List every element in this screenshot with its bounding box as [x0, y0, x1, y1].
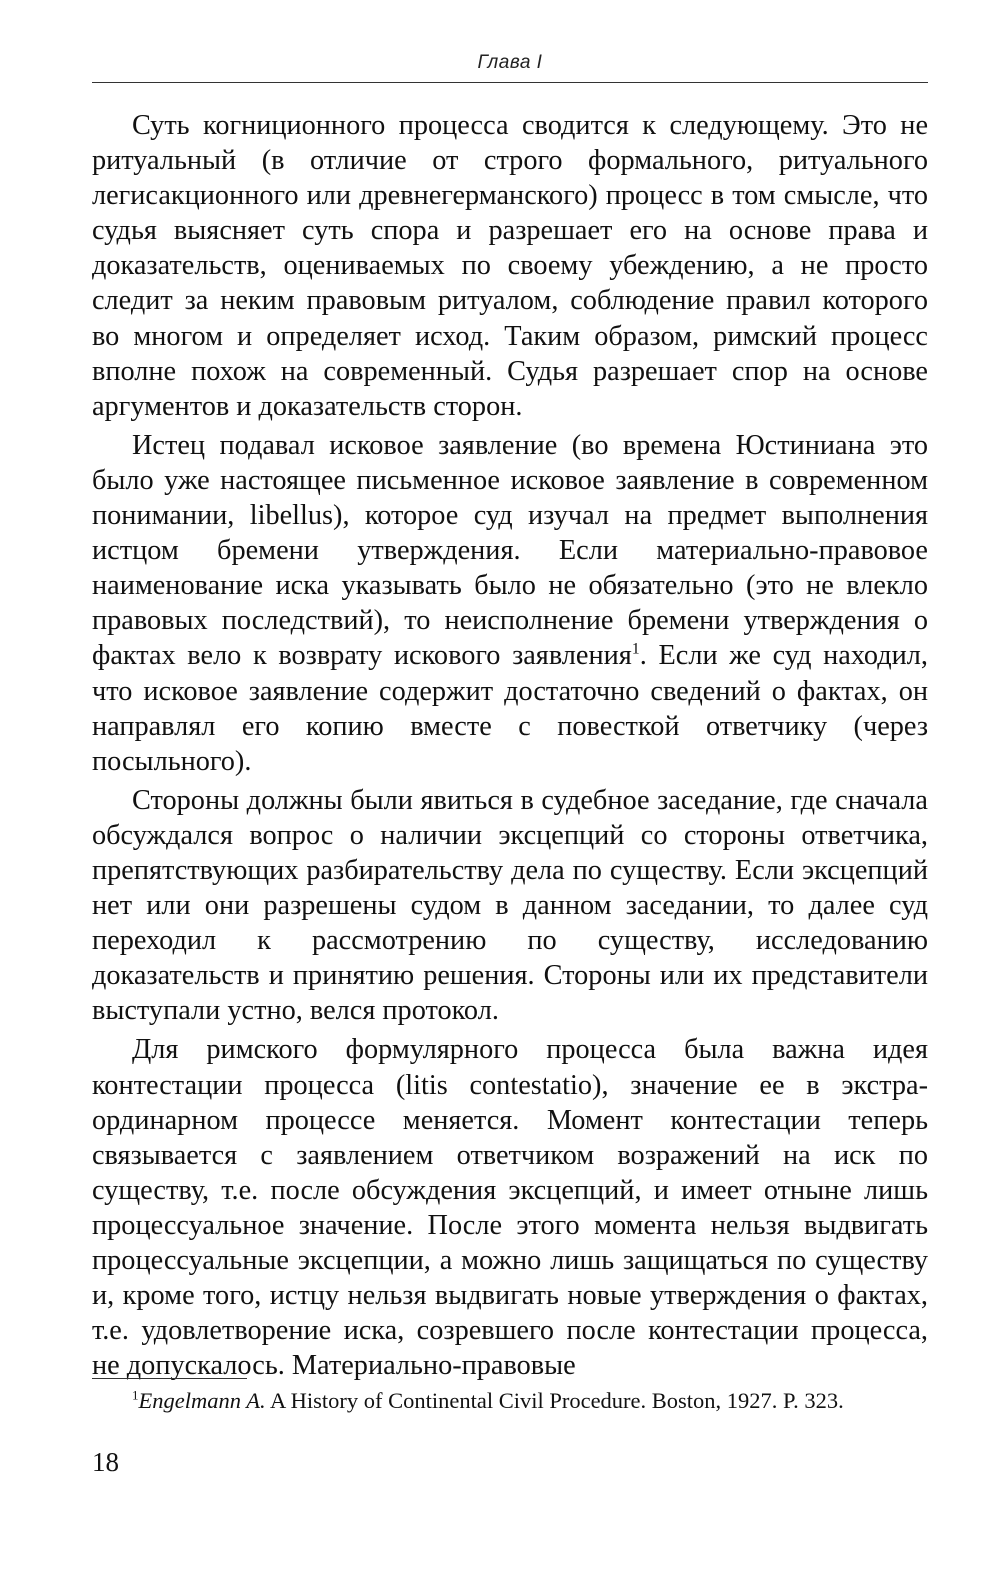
paragraph: Стороны должны были явиться в судебное заседание, где сначала обсуждался вопрос о наличии эксцепций со стороны ответчика, препятствующих разбирательству дела по существу. Если эксцепций нет или они разрешены судом в данном заседании, то далее суд переходил к рассмотрению по существу, исследованию доказательств и принятию решения. Стороны или их представители выступали устно, велся протокол.	[92, 784, 928, 1027]
paragraph: Суть когниционного процесса сводится к следующему. Это не ритуальный (в отличие от строго формального, ритуального легисакционного или древнегерманского) процесс в том смысле, что судья выясняет суть спора и разрешает его на основе права и доказательств, оцениваемых по своему убеждению, а не просто следит за неким правовым ритуалом, соблюдение правил которого во многом и определяет исход. Таким образом, римский процесс вполне похож на современный. Судья разрешает спор на основе аргументов и доказательств сторон.	[92, 110, 928, 422]
page-number: 18	[92, 1447, 119, 1477]
running-head: Глава I	[477, 52, 543, 73]
footnote-marker: 1	[132, 1387, 139, 1403]
header-rule	[92, 82, 928, 83]
footnote	[92, 1386, 928, 1416]
footnote-rule	[92, 1378, 247, 1379]
footnote-text: A History of Continental Civil Procedure. Boston, 1927. P. 323.	[265, 1388, 844, 1413]
footnote-reference[interactable]: 1	[631, 640, 640, 658]
paragraph: Для римского формулярного процесса была важна идея контестации процесса (litis contestatio), значение ее в экстраординарном процессе меняется. Момент контестации теперь связывается с заявлением ответчиком возражений на иск по существу, т.е. после обсуждения эксцепций, и имеет отныне лишь процессуальное значение. После этого момента нельзя выдвигать процессуальные эксцепции, а можно лишь защищаться по существу и, кроме того, истцу нельзя выдвигать новые утверждения о фактах, т.е. удовлетворение иска, созревшего после контестации процесса, не допускалось. Материально-правовые	[92, 1034, 928, 1382]
main-text	[92, 108, 928, 1387]
paragraph-text: Истец подавал исковое заявление (во времена Юстиниана это было уже настоящее письменное исковое заявление в современном понимании, libellus), которое суд изучал на предмет выполнения истцом бремени утверждения. Если материально-правовое наименование иска указывать было не обязательно (это не влекло правовых последствий), то неисполнение бремени утверждения о фактах вело к возврату искового заявления	[92, 429, 928, 672]
footnote-author: Engelmann A.	[138, 1388, 266, 1413]
paragraph-text: . Если же суд находил, что исковое заявление содержит достаточно сведений о фактах, он направлял его копию вместе с повесткой ответчику (через посыльного).	[92, 640, 928, 777]
paragraph	[92, 428, 928, 779]
